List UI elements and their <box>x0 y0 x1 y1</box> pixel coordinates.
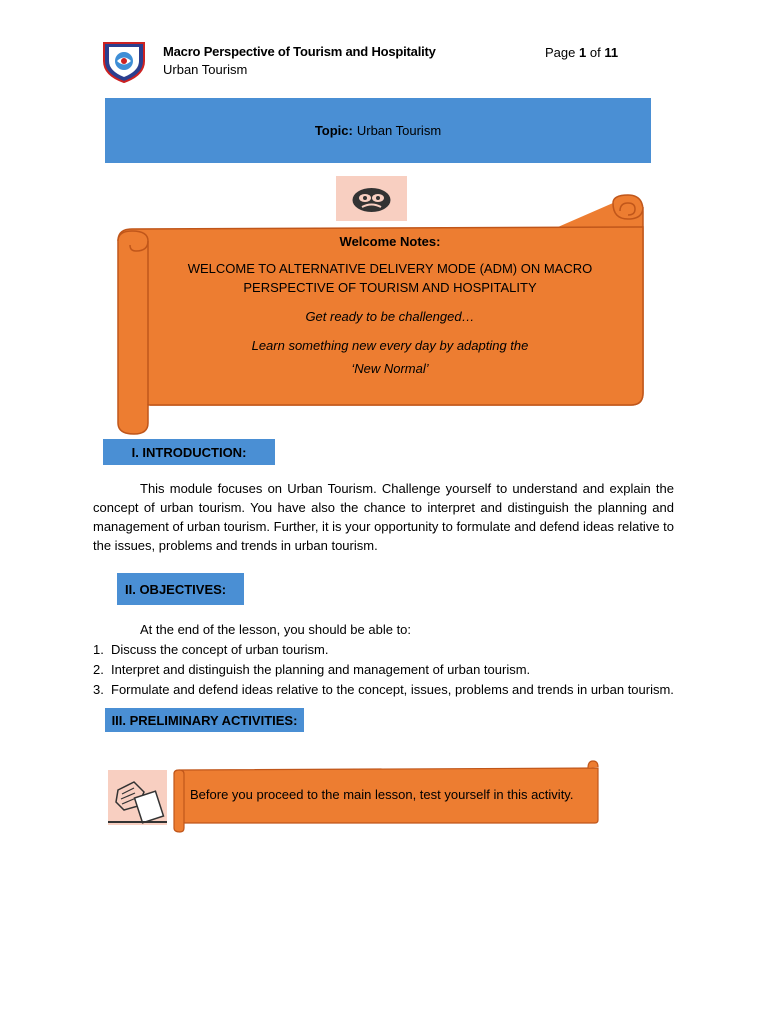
topic-label: Topic: <box>314 123 353 138</box>
school-logo <box>100 41 148 83</box>
welcome-line-3: ‘New Normal’ <box>351 361 429 376</box>
header-subtitle: Urban Tourism <box>163 62 248 77</box>
objective-text: Interpret and distinguish the planning and management of urban tourism. <box>111 662 531 677</box>
objective-item <box>93 640 674 660</box>
objectives-list <box>93 640 674 700</box>
objective-text: Discuss the concept of urban tourism. <box>111 642 329 657</box>
hand-writing-icon <box>108 770 167 825</box>
objective-number: 1. <box>93 642 104 657</box>
introduction-heading: I. INTRODUCTION: <box>103 439 275 465</box>
page-indicator <box>545 45 618 60</box>
objectives-heading: II. OBJECTIVES: <box>117 573 244 605</box>
objectives-lead: At the end of the lesson, you should be able to: <box>140 622 412 637</box>
page-prefix: Page <box>545 45 576 60</box>
introduction-paragraph: This module focuses on Urban Tourism. Challenge yourself to understand and explain the concept of urban tourism. You have also the chance to interpret and distinguish the planning and management of urban tourism. Further, it is your opportunity to formulate and defend ideas relative to the issues, problems and trends in urban tourism. <box>93 481 674 553</box>
page-of: of <box>589 45 601 60</box>
objective-text: Formulate and defend ideas relative to the concept, issues, problems and trends in urban tourism. <box>111 682 674 697</box>
welcome-line-2: Learn something new every day by adapting the <box>251 338 529 353</box>
topic-banner <box>105 98 651 163</box>
welcome-notes <box>160 232 620 388</box>
page-total: 11 <box>604 45 619 60</box>
page-current: 1 <box>579 45 587 60</box>
objective-number: 2. <box>93 662 104 677</box>
objective-item <box>93 660 674 680</box>
welcome-message: WELCOME TO ALTERNATIVE DELIVERY MODE (ADM) ON MACRO PERSPECTIVE OF TOURISM AND HOSPITALITY <box>187 261 593 295</box>
welcome-line-1: Get ready to be challenged… <box>305 309 475 324</box>
topic-value: Urban Tourism <box>356 123 442 138</box>
objective-item <box>93 680 674 700</box>
course-title: Macro Perspective of Tourism and Hospitality <box>163 44 436 59</box>
welcome-heading: Welcome Notes: <box>339 234 441 249</box>
preliminary-heading: III. PRELIMINARY ACTIVITIES: <box>105 708 304 732</box>
activity-instruction: Before you proceed to the main lesson, test yourself in this activity. <box>190 787 574 802</box>
objective-number: 3. <box>93 682 104 697</box>
